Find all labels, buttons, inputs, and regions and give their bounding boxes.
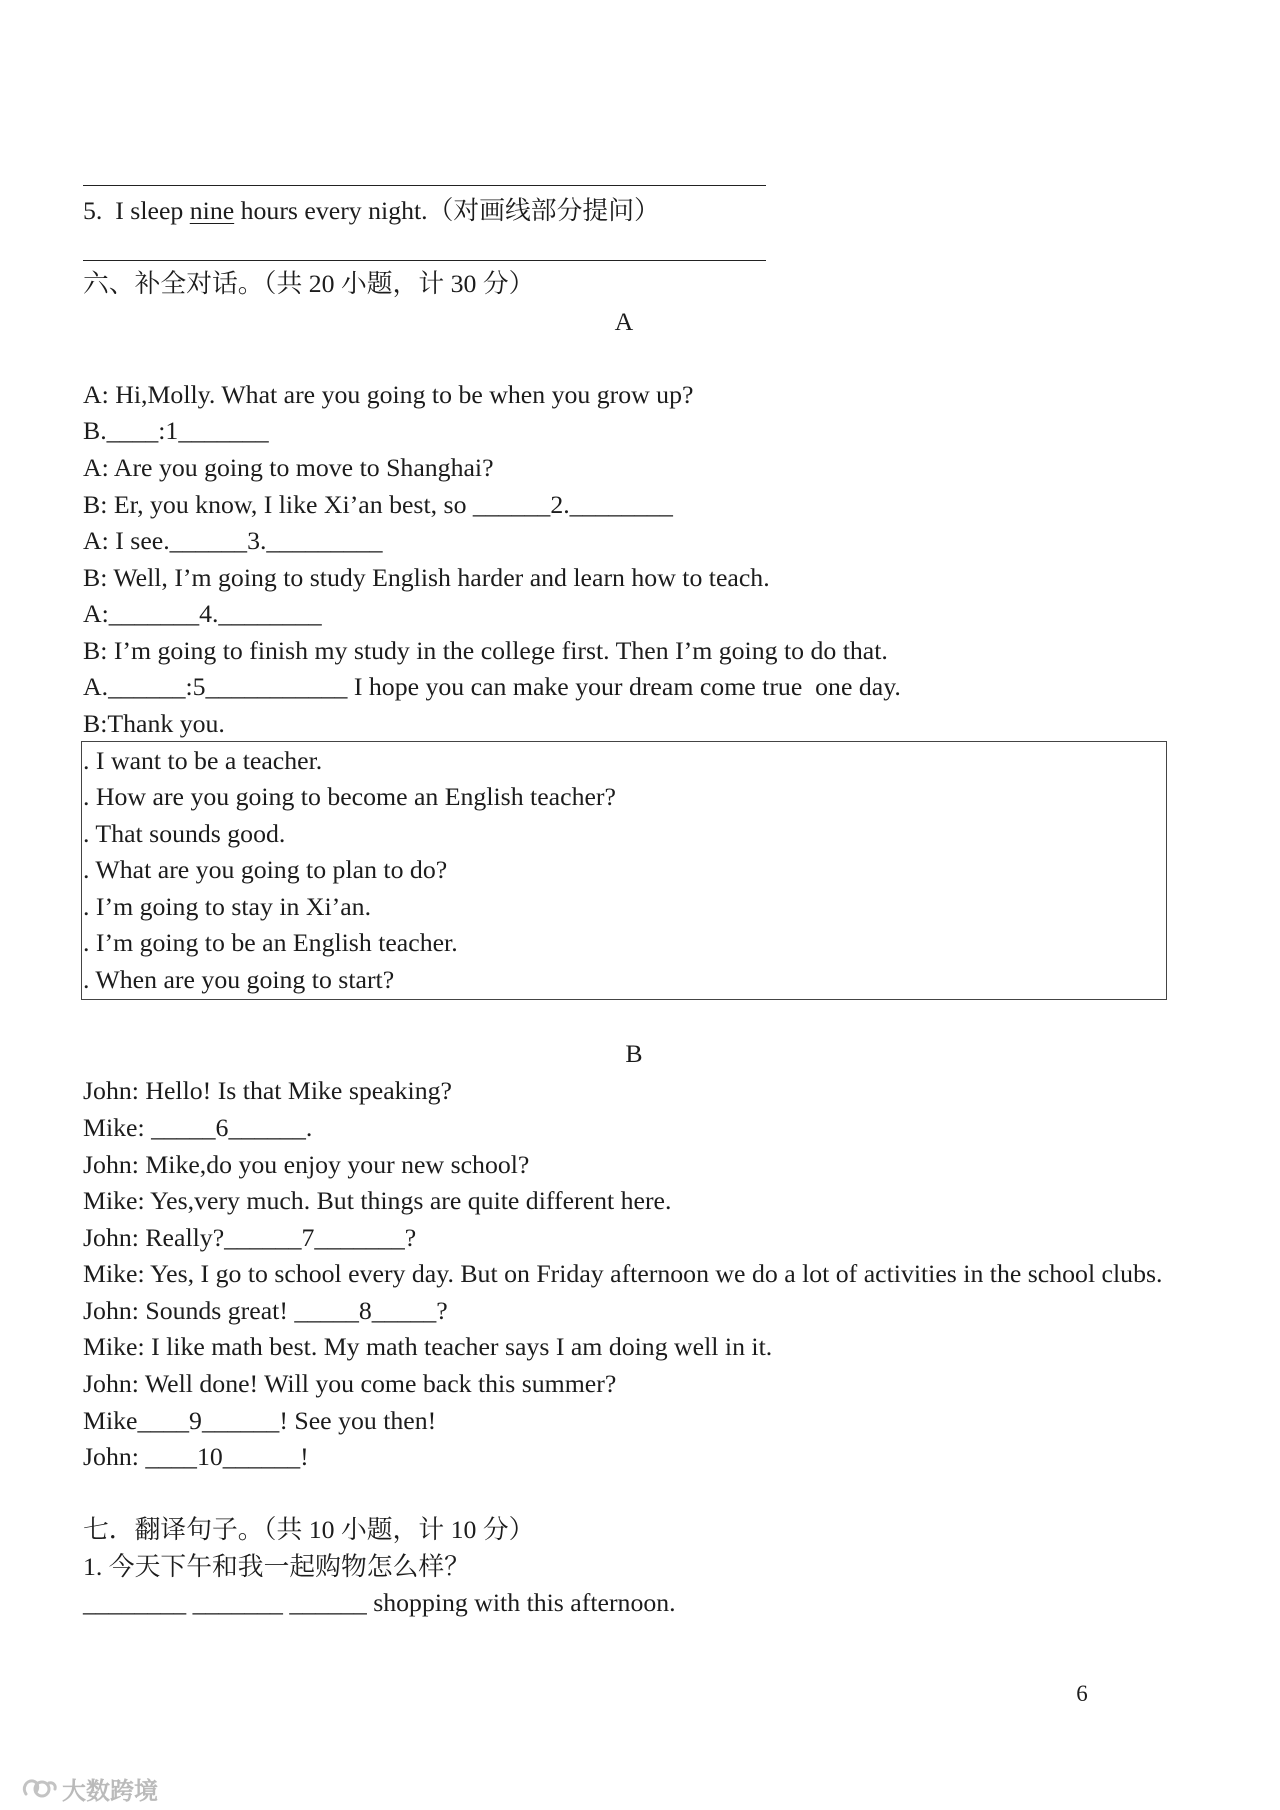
part-b-heading: B xyxy=(625,1039,643,1069)
option-item: . I’m going to stay in Xi’an. xyxy=(83,891,372,921)
option-item: . I’m going to be an English teacher. xyxy=(83,928,458,958)
options-box xyxy=(81,741,1167,1000)
dialogue-line: John: Really?______7_______? xyxy=(83,1222,417,1252)
section-6-title: 六、补全对话。（共 20 小题，计 30 分） xyxy=(83,268,535,298)
answer-line xyxy=(83,185,766,186)
dialogue-line: A:_______4.________ xyxy=(83,599,322,629)
section-7 xyxy=(83,1512,676,1622)
question-5-suffix: hours every night.（对画线部分提问） xyxy=(234,196,660,226)
dialogue-line: A: Are you going to move to Shanghai? xyxy=(83,452,494,482)
part-a-heading: A xyxy=(614,307,634,336)
dialogue-line: B:Thank you. xyxy=(83,709,225,738)
dialogue-line: John: Sounds great! _____8_____? xyxy=(83,1295,448,1325)
dialogue-line: Mike: Yes, I go to school every day. But on Friday afternoon we do a lot of activities in the school clubs. xyxy=(83,1259,1163,1289)
page-number: 6 xyxy=(1076,1681,1088,1706)
dialogue-line: A: Hi,Molly. What are you going to be when you grow up? xyxy=(83,379,694,409)
brand-logo-icon xyxy=(20,1774,58,1802)
dialogue-line: Mike____9______! See you then! xyxy=(83,1405,437,1435)
dialogue-line: A.______:5___________ I hope you can make your dream come true one day. xyxy=(83,672,901,702)
part-b-dialogue xyxy=(83,1073,1162,1475)
translation-answer-line: ________ _______ ______ shopping with this afternoon. xyxy=(83,1588,676,1618)
part-a-dialogue xyxy=(83,377,901,743)
dialogue-line: B: I’m going to finish my study in the college first. Then I’m going to do that. xyxy=(83,635,888,665)
dialogue-line: John: Well done! Will you come back this summer? xyxy=(83,1369,617,1399)
option-item: . That sounds good. xyxy=(83,818,286,848)
dialogue-line: Mike: Yes,very much. But things are quite different here. xyxy=(83,1186,672,1216)
watermark xyxy=(20,1773,158,1803)
option-item: . What are you going to plan to do? xyxy=(83,855,448,885)
answer-line xyxy=(83,260,766,261)
question-5-prefix: 5. I sleep xyxy=(83,196,190,226)
dialogue-line: Mike: _____6______. xyxy=(83,1112,313,1142)
dialogue-line: B.____:1_______ xyxy=(83,416,269,446)
dialogue-line: A: I see.______3._________ xyxy=(83,526,383,556)
dialogue-line: B: Er, you know, I like Xi’an best, so ______2.________ xyxy=(83,489,673,519)
section-7-title: 七．翻译句子。（共 10 小题，计 10 分） xyxy=(83,1515,535,1545)
translation-prompt: 1. 今天下午和我一起购物怎么样？ xyxy=(83,1551,470,1581)
question-5 xyxy=(83,193,660,230)
watermark-text: 大数跨境 xyxy=(62,1776,158,1805)
dialogue-line: John: ____10______! xyxy=(83,1442,309,1472)
question-5-underlined-word: nine xyxy=(189,196,235,226)
option-item: . I want to be a teacher. xyxy=(83,745,323,775)
dialogue-line: Mike: I like math best. My math teacher says I am doing well in it. xyxy=(83,1332,773,1362)
dialogue-line: John: Hello! Is that Mike speaking? xyxy=(83,1076,452,1106)
dialogue-line: B: Well, I’m going to study English harder and learn how to teach. xyxy=(83,562,770,592)
option-item: . How are you going to become an English teacher? xyxy=(83,782,616,812)
option-item: . When are you going to start? xyxy=(83,964,395,994)
dialogue-line: John: Mike,do you enjoy your new school? xyxy=(83,1149,530,1179)
